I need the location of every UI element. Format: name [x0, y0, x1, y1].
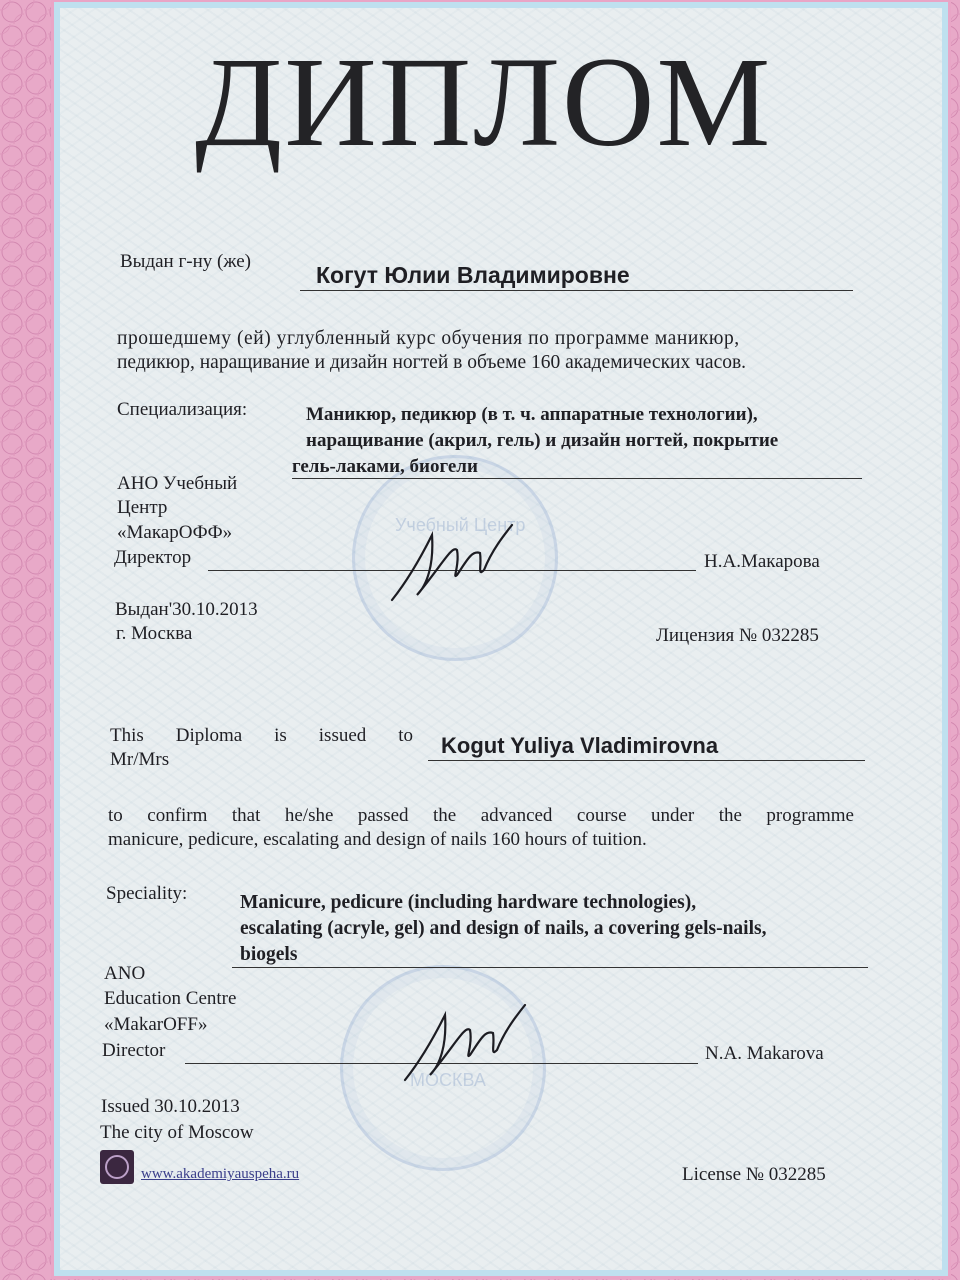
en-org-line1: ANO: [104, 963, 146, 984]
academy-logo-icon: [100, 1150, 134, 1184]
ru-issued-to-label: Выдан г-ну (же): [120, 251, 251, 272]
ru-org-line3: «МакарОФФ»: [117, 522, 233, 543]
en-recipient-underline: [428, 760, 865, 761]
website-link[interactable]: www.akademiyauspeha.ru: [141, 1166, 300, 1182]
ru-org-line1: АНО Учебный: [117, 473, 238, 494]
en-speciality-line3: biogels: [240, 944, 298, 965]
ru-signature: [372, 505, 532, 615]
ru-city: г. Москва: [116, 623, 193, 644]
ru-recipient-name: Когут Юлии Владимировне: [316, 262, 630, 288]
stamp-bottom-text: МОСКВА: [410, 1070, 486, 1090]
ru-course-line2: педикюр, наращивание и дизайн ногтей в объеме 160 академических часов.: [117, 352, 747, 373]
ru-specialization-line3: гель-лаками, биогели: [292, 456, 478, 477]
en-course-line1: to confirm that he/she passed the advanced course under the programme: [108, 805, 854, 826]
en-speciality-line1: Manicure, pedicure (including hardware technologies),: [240, 892, 697, 913]
en-signature: [385, 985, 545, 1095]
ru-recipient-underline: [300, 290, 853, 291]
ru-director-label: Директор: [114, 547, 192, 568]
en-speciality-underline: [232, 967, 868, 968]
en-director-label: Director: [102, 1040, 166, 1061]
en-speciality-line2: escalating (acryle, gel) and design of nails, a covering gels-nails,: [240, 918, 767, 939]
en-org-line2: Education Centre: [104, 988, 237, 1009]
ru-specialization-label: Специализация:: [117, 399, 248, 420]
ru-specialization-line1: Маникюр, педикюр (в т. ч. аппаратные технологии),: [306, 404, 758, 425]
ru-issued-date: Выдан'30.10.2013: [115, 599, 258, 620]
en-course-line2: manicure, pedicure, escalating and design of nails 160 hours of tuition.: [108, 829, 647, 850]
ru-specialization-underline: [292, 478, 862, 479]
ru-course-line1: прошедшему (ей) углубленный курс обучения по программе маникюр,: [117, 328, 740, 349]
en-issued-date: Issued 30.10.2013: [101, 1096, 240, 1117]
ru-specialization-line2: наращивание (акрил, гель) и дизайн ногтей, покрытие: [306, 430, 779, 451]
en-city: The city of Moscow: [100, 1122, 254, 1143]
en-org-line3: «MakarOFF»: [104, 1014, 208, 1035]
en-issued-to-line2: Mr/Mrs: [110, 749, 170, 770]
en-director-name: N.A. Makarova: [705, 1043, 824, 1064]
stamp-top-text: Учебный Центр: [395, 515, 526, 535]
en-license: License № 032285: [682, 1164, 826, 1185]
en-recipient-name: Kogut Yuliya Vladimirovna: [441, 733, 719, 758]
en-issued-to-line1: This Diploma is issued to: [110, 725, 413, 746]
ru-license: Лицензия № 032285: [656, 625, 819, 646]
en-speciality-label: Speciality:: [106, 883, 188, 904]
ru-director-name: Н.А.Макарова: [704, 551, 820, 572]
page-title: ДИПЛОМ: [195, 31, 773, 173]
ru-org-line2: Центр: [117, 497, 168, 518]
